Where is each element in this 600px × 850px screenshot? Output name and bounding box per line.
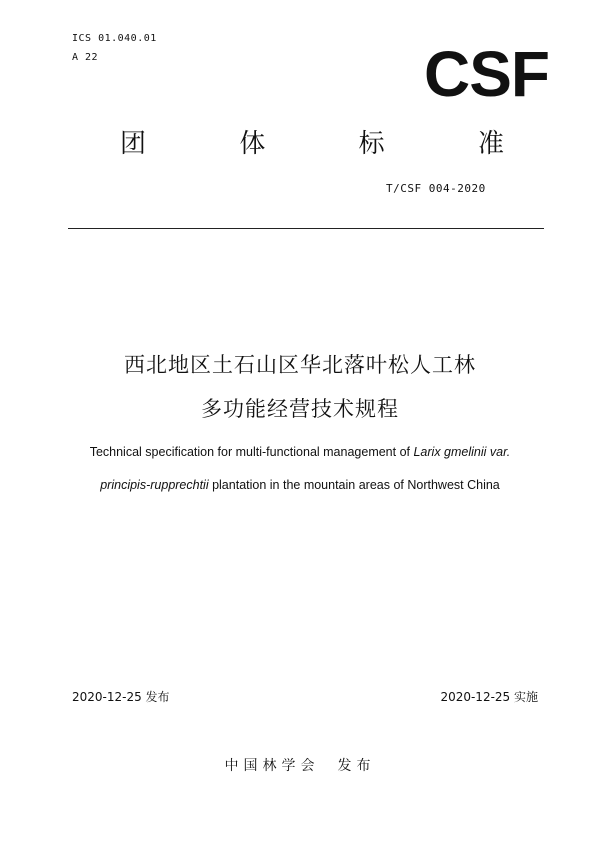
title-english <box>40 436 560 502</box>
issuer-organization: 中国林学会 <box>224 758 320 774</box>
standard-type-char: 准 <box>477 129 504 159</box>
standard-number: T/CSF 004-2020 <box>386 182 486 195</box>
ics-code: ICS 01.040.01 <box>72 33 157 44</box>
standard-type-char: 体 <box>239 129 266 159</box>
csf-logo: CSF <box>424 38 549 110</box>
title-english-line-1 <box>40 436 560 469</box>
title-chinese <box>40 343 560 431</box>
title-english-species: principis-rupprechtii <box>100 478 209 492</box>
title-english-text: Technical specification for multi-functional management of <box>89 445 414 459</box>
title-english-species: Larix gmelinii var. <box>413 445 511 459</box>
title-chinese-line-1: 西北地区土石山区华北落叶松人工林 <box>124 353 476 377</box>
header-divider <box>68 228 544 229</box>
standard-type <box>120 126 504 162</box>
publish-date: 2020-12-25 发布 <box>72 690 170 704</box>
standard-type-char: 标 <box>358 129 385 159</box>
issuer-action: 发布 <box>337 758 376 774</box>
title-english-text: plantation in the mountain areas of Northwest China <box>208 478 500 492</box>
ccs-code: A 22 <box>72 52 99 63</box>
standard-type-char: 团 <box>120 129 147 159</box>
title-english-line-2 <box>40 469 560 502</box>
issuer <box>100 756 500 776</box>
implementation-date: 2020-12-25 实施 <box>440 690 538 704</box>
title-chinese-line-2: 多功能经营技术规程 <box>201 397 399 421</box>
